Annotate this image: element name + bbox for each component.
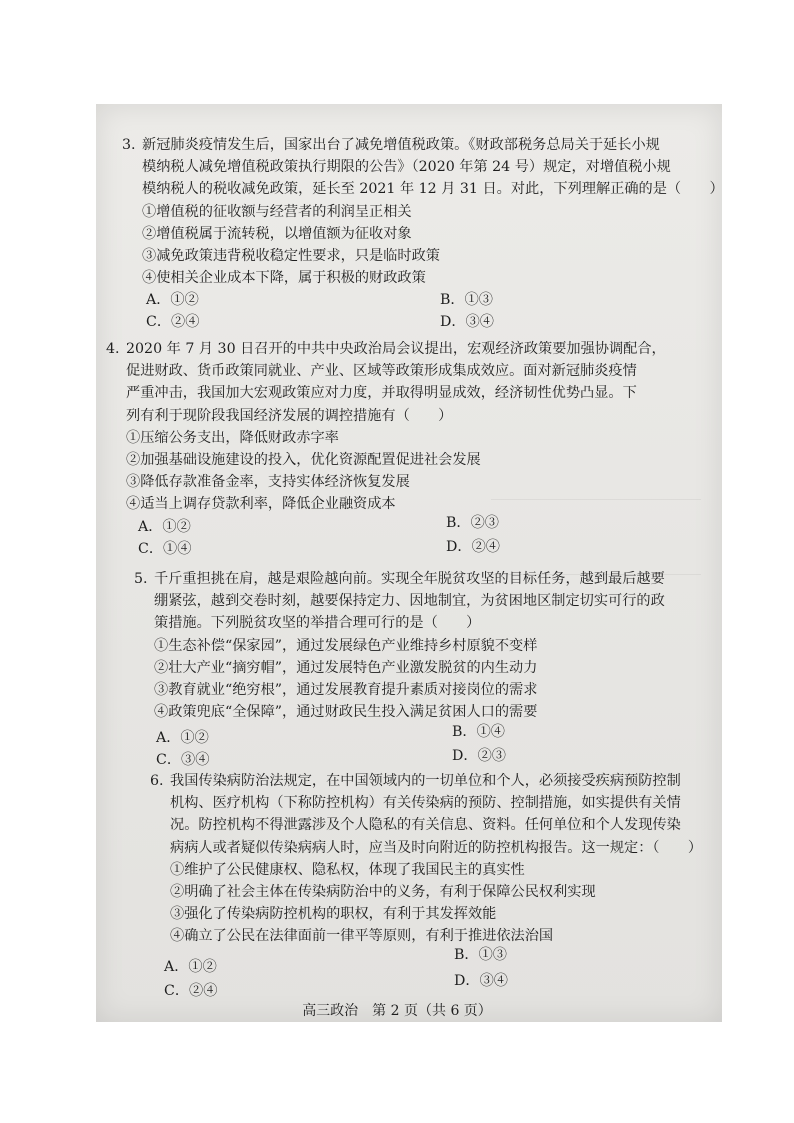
answer-choices [122, 289, 712, 333]
option-4: ④政策兜底“全保障”，通过财政民生投入满足贫困人口的需要 [154, 704, 538, 721]
option-2: ②明确了社会主体在传染病防治中的义务，有利于保障公民权利实现 [170, 884, 596, 901]
option-4: ④确立了公民在法律面前一律平等原则，有利于推进依法治国 [170, 928, 554, 945]
choice-d: D．③④ [440, 314, 494, 331]
option-3: ③强化了传染病防控机构的职权，有利于其发挥效能 [170, 906, 497, 923]
option-1: ①生态补偿“保家园”，通过发展绿色产业维持乡村原貌不变样 [154, 637, 538, 654]
choice-c: C．③④ [156, 752, 210, 769]
question-stem: 6. 我国传染病防治法规定，在中国领域内的一切单位和个人，必须接受疾病预防控制 [150, 770, 720, 792]
choice-b: B．①④ [452, 724, 505, 741]
question-4: 4. 2020 年 7 月 30 日召开的中共中央政治局会议提出，宏观经济政策要加强协调配合， 促进财政、货币政策同就业、产业、区域等政策形成集成效应。面对新冠肺炎疫情 严重冲击，我国加大宏观政策应对力度，并取得明显成效，经济韧性优势凸显。下 列有利于现阶段我国经济发展的调控措施有（ ） ①压缩公务支出，降低财政赤字率 ②加强基础设施建设的投入，优化资源配置促进社会发展 ③降低存款准备金率，支持实体经济恢复发展 ④适当上调存贷款利率，降低企业融资成本 A．①② B．②③ C．①④ D．②④ [106, 338, 706, 560]
choice-b: B．②③ [446, 514, 499, 531]
answer-choices [134, 723, 714, 767]
question-stem: 3. 新冠肺炎疫情发生后，国家出台了减免增值税政策。《财政部税务总局关于延长小规 [122, 134, 712, 156]
option-4: ④使相关企业成本下降，属于积极的财政政策 [142, 270, 426, 287]
choice-a: A．①② [138, 518, 191, 535]
question-5: 5. 千斤重担挑在肩，越是艰险越向前。实现全年脱贫攻坚的目标任务，越到最后越要 绷紧弦，越到交卷时刻，越要保持定力、因地制宜，为贫困地区制定切实可行的政 策措施。下列脱贫攻坚的举措合理可行的是（ ） ①生态补偿“保家园”，通过发展绿色产业维持乡村原貌不变样 ②壮大产业“摘穷帽”，通过发展特色产业激发脱贫的内生动力 ③教育就业“绝穷根”，通过发展教育提升素质对接岗位的需求 ④政策兜底“全保障”，通过财政民生投入满足贫困人口的需要 A．①② B．①④ C．③④ D．②③ [134, 568, 714, 767]
question-6: 6. 我国传染病防治法规定，在中国领域内的一切单位和个人，必须接受疾病预防控制 机构、医疗机构（下称防控机构）有关传染病的预防、控制措施，如实提供有关情 况。防控机构不得泄露涉及个人隐私的有关信息、资料。任何单位和个人发现传染 病病人或者疑似传染病病人时，应当及时向附近的防控机构报告。这一规定：（ ） ①维护了公民健康权、隐私权，体现了我国民主的真实性 ②明确了社会主体在传染病防治中的义务，有利于保障公民权利实现 ③强化了传染病防控机构的职权，有利于其发挥效能 ④确立了公民在法律面前一律平等原则，有利于推进依法治国 A．①② B．①③ C．②④ D．③④ [150, 770, 720, 992]
choice-a: A．①② [146, 292, 199, 309]
question-number: 3. [122, 137, 136, 153]
choice-c: C．①④ [138, 540, 192, 557]
option-1: ①维护了公民健康权、隐私权，体现了我国民主的真实性 [170, 861, 525, 878]
option-1: ①压缩公务支出，降低财政赤字率 [126, 429, 339, 446]
question-number: 5. [134, 571, 148, 587]
question-3: 3. 新冠肺炎疫情发生后，国家出台了减免增值税政策。《财政部税务总局关于延长小规 模纳税人减免增值税政策执行期限的公告》（2020 年第 24 号）规定，对增值税小规 模纳税人的税收减免政策，延长至 2021 年 12 月 31 日。对此，下列理解正确的是（ ） ①增值税的征收额与经营者的利润呈正相关 ②增值税属于流转税，以增值额为征收对象 ③减免政策违背税收稳定性要求，只是临时政策 ④使相关企业成本下降，属于积极的财政政策 A．①② B．①③ C．②④ D．③④ [122, 134, 712, 333]
question-stem: 4. 2020 年 7 月 30 日召开的中共中央政治局会议提出，宏观经济政策要加强协调配合， [106, 338, 706, 360]
question-stem: 5. 千斤重担挑在肩，越是艰险越向前。实现全年脱贫攻坚的目标任务，越到最后越要 [134, 568, 714, 590]
answer-choices [106, 516, 706, 560]
choice-d: D．②④ [446, 538, 500, 555]
option-1: ①增值税的征收额与经营者的利润呈正相关 [142, 203, 412, 220]
choice-c: C．②④ [164, 982, 218, 999]
question-number: 4. [106, 341, 120, 357]
option-2: ②加强基础设施建设的投入，优化资源配置促进社会发展 [126, 452, 481, 469]
choice-b: B．①③ [454, 946, 507, 963]
choice-b: B．①③ [440, 292, 493, 309]
option-3: ③减免政策违背税收稳定性要求，只是临时政策 [142, 248, 440, 265]
choice-a: A．①② [164, 958, 217, 975]
choice-a: A．①② [156, 730, 209, 747]
answer-choices [150, 946, 720, 999]
option-3: ③教育就业“绝穷根”，通过发展教育提升素质对接岗位的需求 [154, 682, 538, 699]
option-3: ③降低存款准备金率，支持实体经济恢复发展 [126, 474, 410, 491]
option-2: ②增值税属于流转税，以增值额为征收对象 [142, 225, 412, 242]
option-2: ②壮大产业“摘穷帽”，通过发展特色产业激发脱贫的内生动力 [154, 659, 538, 676]
page-footer: 高三政治 第 2 页（共 6 页） [302, 1003, 492, 1019]
option-4: ④适当上调存贷款利率，降低企业融资成本 [126, 496, 396, 513]
choice-d: D．③④ [454, 972, 508, 989]
exam-page [96, 104, 722, 1022]
question-number: 6. [150, 773, 164, 789]
choice-d: D．②③ [452, 748, 506, 765]
choice-c: C．②④ [146, 314, 200, 331]
